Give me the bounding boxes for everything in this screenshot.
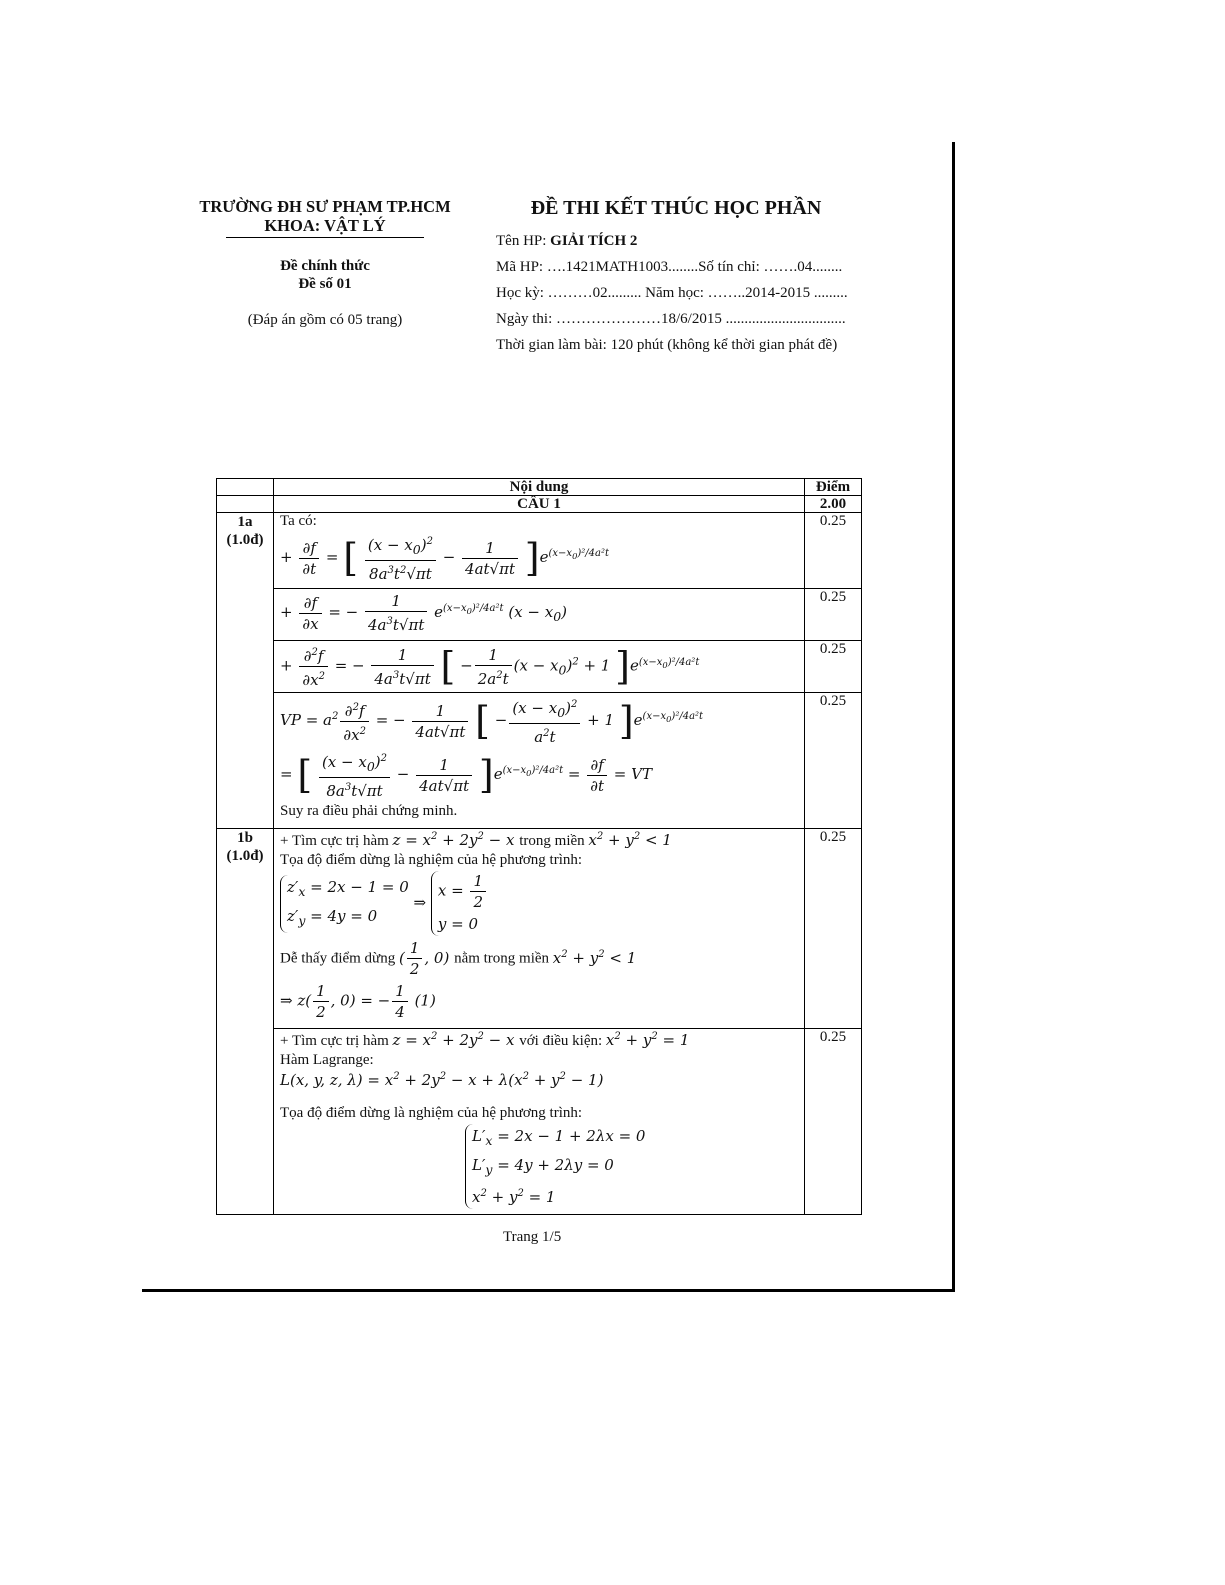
- term-line: Học kỳ: ………02......... Năm học: ……..2014-2015 .........: [496, 285, 848, 301]
- system-1: $z'_x = 2x - 1 = 0$ $z'_y = 4y = 0$ ⇒ x = $\frac{1}{2}$ y = 0: [280, 871, 798, 936]
- lagrange-label: Hàm Lagrange:: [280, 1052, 374, 1068]
- score-cell: 0.25: [805, 513, 862, 589]
- table-row: [217, 513, 862, 589]
- formula-cell: [274, 589, 805, 641]
- conclusion-text: Suy ra điều phải chứng minh.: [280, 803, 458, 819]
- table-row: [217, 693, 862, 829]
- course-code-line: Mã HP: ….1421MATH1003........Số tín chỉ: …….04........: [496, 259, 843, 275]
- system-2: $L'_x = 2x - 1 + 2\lambda x = 0$ $L'_y = 4y + 2\lambda y = 0$ $x^2 + y^2 = 1$: [280, 1124, 798, 1209]
- formula-cell: [274, 641, 805, 693]
- table-row: [217, 641, 862, 693]
- table-row: [217, 1029, 862, 1215]
- section-score: 2.00: [805, 496, 862, 513]
- part-1b-cell: [217, 829, 274, 1215]
- score-cell: 0.25: [805, 589, 862, 641]
- formula-cell: [274, 513, 805, 589]
- course-label: Tên HP:: [496, 233, 551, 249]
- task-line: + Tìm cực trị hàm $z = x^2 + 2y^2 - x$ trong miền $x^2 + y^2 < 1$: [280, 831, 672, 849]
- score-cell: 0.25: [805, 641, 862, 693]
- score-cell: 0.25: [805, 693, 862, 829]
- task-line-2: + Tìm cực trị hàm $z = x^2 + 2y^2 - x$ với điều kiện: $x^2 + y^2 = 1$: [280, 1031, 690, 1049]
- formula-cell: [274, 829, 805, 1029]
- formula-vp: VP = $a^2$ $\frac{\partial^2f}{\partial x^2}$ = − $\frac{1}{4at√\pi t}$ [ − $\frac{(x - x_0)^2}{a^2t}$ + 1 ]$e^{(x-x_0)^2/4a^2t}$: [280, 695, 798, 747]
- formula-cell: [274, 1029, 805, 1215]
- header-blank-cell: [217, 479, 274, 496]
- score-header: Điểm: [805, 479, 862, 496]
- part-points: (1.0đ): [226, 848, 264, 864]
- answer-note: (Đáp án gồm có 05 trang): [247, 312, 403, 328]
- header-right: [496, 197, 886, 358]
- score-cell: 0.25: [805, 829, 862, 1029]
- table-header-row: [217, 479, 862, 496]
- formula-df-dt: + $\frac{\partial f}{\partial t}$ = [ $\frac{(x - x_0)^2}{8a^3t^2√\pi t}$ − $\frac{1}{4at√\pi t}$ ]$e^{(x-x_0)^2/4a^2t}$: [280, 532, 798, 584]
- part-label: 1a: [237, 514, 253, 530]
- course-name-line: [496, 228, 886, 254]
- value-line: ⇒ z( $\frac{1}{2}$ , 0) = − $\frac{1}{4}$ (1): [280, 982, 436, 1021]
- stationary-text-2: Tọa độ điểm dừng là nghiệm của hệ phương trình:: [280, 1105, 583, 1121]
- table-row: [217, 829, 862, 1029]
- section-title: CÂU 1: [274, 496, 805, 513]
- faculty-name: KHOA: VẬT LÝ: [226, 216, 423, 238]
- lagrange-formula: L(x, y, z, $\lambda) = x^2 + 2y^2 - x + \lambda(x^2 + y^2 - 1)$: [280, 1071, 604, 1089]
- exam-date-line: Ngày thi: …………………18/6/2015 ................................: [496, 311, 846, 327]
- exam-number: Đề số 01: [298, 276, 352, 292]
- page-border-bottom: [142, 1289, 955, 1292]
- page-number: Trang 1/5: [503, 1229, 562, 1245]
- header-left: [185, 197, 465, 329]
- answer-table: [216, 478, 862, 1215]
- page-border-right: [952, 142, 955, 1292]
- score-cell: 0.25: [805, 1029, 862, 1215]
- course-value: GIẢI TÍCH 2: [550, 233, 638, 249]
- formula-cell: [274, 693, 805, 829]
- school-name: TRƯỜNG ĐH SƯ PHẠM TP.HCM: [199, 197, 451, 216]
- table-row: [217, 589, 862, 641]
- stationary-text: Tọa độ điểm dừng là nghiệm của hệ phương trình:: [280, 852, 583, 868]
- inside-line: Dễ thấy điểm dừng ( $\frac{1}{2}$ , 0) nằm trong miền $x^2 + y^2 < 1$: [280, 939, 637, 978]
- formula-vt: = [ $\frac{(x - x_0)^2}{8a^3t√\pi t}$ − $\frac{1}{4at√\pi t}$ ]$e^{(x-x_0)^2/4a^2t}$ = $\frac{\partial f}{\partial t}$ = VT: [280, 749, 798, 801]
- part-label: 1b: [237, 830, 253, 846]
- exam-duration-line: Thời gian làm bài: 120 phút (không kể thời gian phát đề): [496, 337, 838, 353]
- part-points: (1.0đ): [226, 532, 264, 548]
- content-header: Nội dung: [274, 479, 805, 496]
- section-row: [217, 496, 862, 513]
- formula-df-dx: + $\frac{\partial f}{\partial x}$ = − $\frac{1}{4a^3t√\pi t}$ $e^{(x-x_0)^2/4a^2t}$ $(x - x_0)$: [280, 592, 568, 634]
- part-1a-cell: [217, 513, 274, 829]
- official-label: Đề chính thức: [280, 258, 370, 274]
- formula-d2f-dx2: + $\frac{\partial^2f}{\partial x^2}$ = − $\frac{1}{4a^3t√\pi t}$ [ − $\frac{1}{2a^2t}$ $(x - x_0)^2 + 1$ ]$e^{(x-x_0)^2/4a^2t}$: [280, 644, 700, 689]
- intro-text: Ta có:: [280, 513, 317, 529]
- exam-title: ĐỀ THI KẾT THÚC HỌC PHẦN: [530, 197, 822, 219]
